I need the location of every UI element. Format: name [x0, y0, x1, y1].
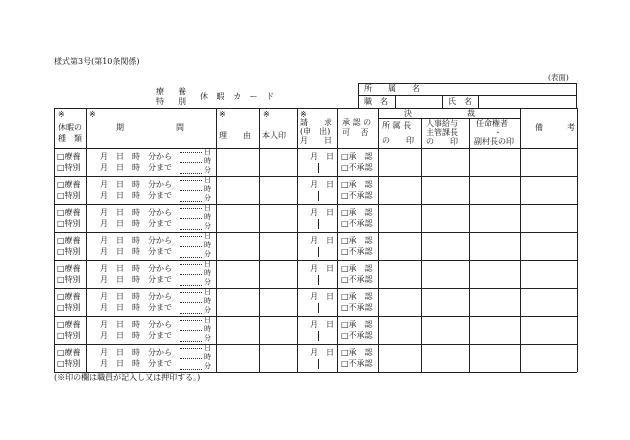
- duration-bracket: [180, 180, 202, 202]
- emp-line-split2: [478, 95, 479, 109]
- header-chief-1: 所 属 長: [382, 121, 412, 130]
- emp-line-mid: [358, 95, 576, 96]
- duration-unit-min: 分: [204, 166, 211, 174]
- approve-checkbox[interactable]: □承 認: [341, 292, 373, 301]
- side-label: (表面): [548, 73, 569, 82]
- duration-unit-day: 日: [204, 288, 211, 296]
- duration-unit-hour: 時: [204, 353, 211, 361]
- table-col-line: [520, 108, 521, 372]
- name-label: 氏 名: [448, 97, 472, 106]
- reject-checkbox[interactable]: □不承認: [341, 247, 373, 256]
- mark-seal: ※: [263, 110, 270, 119]
- duration-unit-hour: 時: [204, 213, 211, 221]
- approve-checkbox[interactable]: □承 認: [341, 180, 373, 189]
- reject-checkbox[interactable]: □不承認: [341, 331, 373, 340]
- duration-unit-min: 分: [204, 278, 211, 286]
- duration-unit-min: 分: [204, 194, 211, 202]
- emp-line-split0: [395, 95, 396, 109]
- duration-bracket: [180, 320, 202, 342]
- request-date: 月 日: [310, 152, 334, 161]
- table-col-line: [86, 108, 87, 372]
- table-col-line: [297, 108, 298, 372]
- duration-bracket-mid: [180, 358, 202, 359]
- request-date-tick: [318, 191, 319, 201]
- period-from: 月 日 時 分から: [100, 208, 172, 217]
- header-period: 期 間: [116, 123, 186, 132]
- duration-unit-day: 日: [204, 204, 211, 212]
- table-col-line: [421, 118, 422, 372]
- header-appointer-3: 副村長の印: [474, 137, 514, 146]
- header-hr-2: 主管課長: [426, 128, 458, 137]
- leave-type-tokubetsu-checkbox[interactable]: □特別: [57, 191, 81, 200]
- mark-type: ※: [58, 110, 65, 119]
- table-header-line: [54, 148, 577, 149]
- period-to: 月 日 時 分まで: [100, 219, 172, 228]
- request-date: 月 日: [310, 292, 334, 301]
- request-date: 月 日: [310, 180, 334, 189]
- duration-unit-day: 日: [204, 148, 211, 156]
- duration-unit-min: 分: [204, 306, 211, 314]
- header-decision: 決 裁: [404, 109, 476, 118]
- leave-type-ryoyo-checkbox[interactable]: □療養: [57, 236, 81, 245]
- request-date: 月 日: [310, 236, 334, 245]
- request-date-tick: [318, 163, 319, 173]
- duration-bracket-mid: [180, 330, 202, 331]
- request-date-tick: [318, 219, 319, 229]
- header-request-2: (申 出): [300, 127, 331, 136]
- mark-period: ※: [89, 110, 96, 119]
- header-applicant-seal: 本人印: [262, 131, 286, 140]
- approve-checkbox[interactable]: □承 認: [341, 236, 373, 245]
- leave-type-ryoyo-checkbox[interactable]: □療養: [57, 208, 81, 217]
- duration-unit-min: 分: [204, 222, 211, 230]
- leave-type-ryoyo-checkbox[interactable]: □療養: [57, 264, 81, 273]
- leave-type-tokubetsu-checkbox[interactable]: □特別: [57, 331, 81, 340]
- table-row-line: [54, 344, 577, 345]
- request-date: 月 日: [310, 320, 334, 329]
- period-to: 月 日 時 分まで: [100, 359, 172, 368]
- duration-unit-day: 日: [204, 176, 211, 184]
- mark-reason: ※: [219, 110, 226, 119]
- table-row-line: [54, 288, 577, 289]
- table-col-line: [337, 108, 338, 372]
- period-from: 月 日 時 分から: [100, 152, 172, 161]
- duration-unit-min: 分: [204, 362, 211, 370]
- period-to: 月 日 時 分まで: [100, 303, 172, 312]
- reject-checkbox[interactable]: □不承認: [341, 191, 373, 200]
- emp-line-right: [576, 83, 577, 109]
- table-col-line: [469, 118, 470, 372]
- table-col-line: [216, 108, 217, 372]
- header-request-3: 月 日: [300, 136, 332, 145]
- approve-checkbox[interactable]: □承 認: [341, 320, 373, 329]
- leave-type-ryoyo-checkbox[interactable]: □療養: [57, 180, 81, 189]
- leave-type-tokubetsu-checkbox[interactable]: □特別: [57, 163, 81, 172]
- leave-type-ryoyo-checkbox[interactable]: □療養: [57, 320, 81, 329]
- title-ryoyo: 療 養: [156, 87, 189, 96]
- leave-type-ryoyo-checkbox[interactable]: □療養: [57, 292, 81, 301]
- header-appointer-1: 任命権者: [476, 119, 508, 128]
- leave-type-tokubetsu-checkbox[interactable]: □特別: [57, 247, 81, 256]
- approve-checkbox[interactable]: □承 認: [341, 264, 373, 273]
- reject-checkbox[interactable]: □不承認: [341, 359, 373, 368]
- leave-type-ryoyo-checkbox[interactable]: □療養: [57, 152, 81, 161]
- table-row-line: [54, 316, 577, 317]
- duration-unit-hour: 時: [204, 185, 211, 193]
- title-tokubetsu: 特 別: [156, 97, 189, 106]
- header-reason: 理 由: [219, 131, 251, 140]
- duration-unit-min: 分: [204, 334, 211, 342]
- period-from: 月 日 時 分から: [100, 236, 172, 245]
- table-col-line: [54, 108, 55, 372]
- request-date-tick: [318, 275, 319, 285]
- approve-checkbox[interactable]: □承 認: [341, 348, 373, 357]
- header-approval-2: 可 否: [342, 128, 369, 137]
- duration-bracket: [180, 152, 202, 174]
- table-row-line: [54, 260, 577, 261]
- period-to: 月 日 時 分まで: [100, 163, 172, 172]
- duration-bracket-mid: [180, 302, 202, 303]
- duration-bracket-mid: [180, 246, 202, 247]
- duration-bracket: [180, 292, 202, 314]
- period-from: 月 日 時 分から: [100, 264, 172, 273]
- emp-line-left: [358, 83, 359, 109]
- duration-bracket-mid: [180, 274, 202, 275]
- duration-unit-day: 日: [204, 344, 211, 352]
- mark-request: ※: [300, 110, 307, 119]
- duration-unit-day: 日: [204, 260, 211, 268]
- duration-unit-hour: 時: [204, 297, 211, 305]
- table-row-line: [54, 232, 577, 233]
- request-date: 月 日: [310, 208, 334, 217]
- request-date-tick: [318, 303, 319, 313]
- duration-unit-day: 日: [204, 232, 211, 240]
- duration-bracket: [180, 264, 202, 286]
- period-from: 月 日 時 分から: [100, 348, 172, 357]
- header-chief-2: の 印: [382, 136, 414, 145]
- card-title: 休 暇 カ ー ド: [200, 92, 278, 101]
- duration-bracket-mid: [180, 218, 202, 219]
- request-date: 月 日: [310, 348, 334, 357]
- table-top-line: [54, 108, 577, 109]
- leave-type-tokubetsu-checkbox[interactable]: □特別: [57, 303, 81, 312]
- request-date-tick: [318, 247, 319, 257]
- reject-checkbox[interactable]: □不承認: [341, 275, 373, 284]
- header-hr-3: の 印: [426, 137, 458, 146]
- duration-unit-min: 分: [204, 250, 211, 258]
- request-date: 月 日: [310, 264, 334, 273]
- period-to: 月 日 時 分まで: [100, 247, 172, 256]
- period-from: 月 日 時 分から: [100, 320, 172, 329]
- leave-type-tokubetsu-checkbox[interactable]: □特別: [57, 359, 81, 368]
- reject-checkbox[interactable]: □不承認: [341, 303, 373, 312]
- position-label: 職 名: [364, 97, 388, 106]
- leave-type-ryoyo-checkbox[interactable]: □療養: [57, 348, 81, 357]
- period-to: 月 日 時 分まで: [100, 275, 172, 284]
- period-to: 月 日 時 分まで: [100, 191, 172, 200]
- duration-unit-day: 日: [204, 316, 211, 324]
- header-approval-1: 承 認 の: [342, 118, 372, 127]
- duration-bracket-mid: [180, 162, 202, 163]
- affiliation-label: 所 属 名: [364, 84, 420, 93]
- header-leave-type-1: 休暇の: [58, 123, 82, 132]
- reject-checkbox[interactable]: □不承認: [341, 219, 373, 228]
- approve-checkbox[interactable]: □承 認: [341, 152, 373, 161]
- leave-type-tokubetsu-checkbox[interactable]: □特別: [57, 219, 81, 228]
- duration-bracket: [180, 208, 202, 230]
- table-row-line: [54, 176, 577, 177]
- header-remarks: 備 考: [535, 123, 575, 132]
- table-col-line: [259, 108, 260, 372]
- emp-line-split1: [442, 95, 443, 109]
- reject-checkbox[interactable]: □不承認: [341, 163, 373, 172]
- duration-unit-hour: 時: [204, 241, 211, 249]
- approve-checkbox[interactable]: □承 認: [341, 208, 373, 217]
- footnote: (※印の欄は職員が記入し又は押印する。): [54, 373, 201, 382]
- header-leave-type-2: 種 類: [58, 134, 82, 143]
- period-from: 月 日 時 分から: [100, 292, 172, 301]
- request-date-tick: [318, 331, 319, 341]
- duration-unit-hour: 時: [204, 269, 211, 277]
- period-to: 月 日 時 分まで: [100, 331, 172, 340]
- leave-type-tokubetsu-checkbox[interactable]: □特別: [57, 275, 81, 284]
- duration-bracket-mid: [180, 190, 202, 191]
- header-hr-1: 人事給与: [426, 119, 458, 128]
- duration-bracket: [180, 236, 202, 258]
- request-date-tick: [318, 359, 319, 369]
- duration-bracket: [180, 348, 202, 370]
- period-from: 月 日 時 分から: [100, 180, 172, 189]
- table-col-line: [577, 108, 578, 372]
- table-row-line: [54, 204, 577, 205]
- table-col-line: [378, 108, 379, 372]
- header-appointer-2: ・: [494, 128, 502, 137]
- form-number: 様式第3号(第10条関係): [54, 57, 140, 66]
- duration-unit-hour: 時: [204, 157, 211, 165]
- header-request-1: 請 求: [300, 118, 332, 127]
- duration-unit-hour: 時: [204, 325, 211, 333]
